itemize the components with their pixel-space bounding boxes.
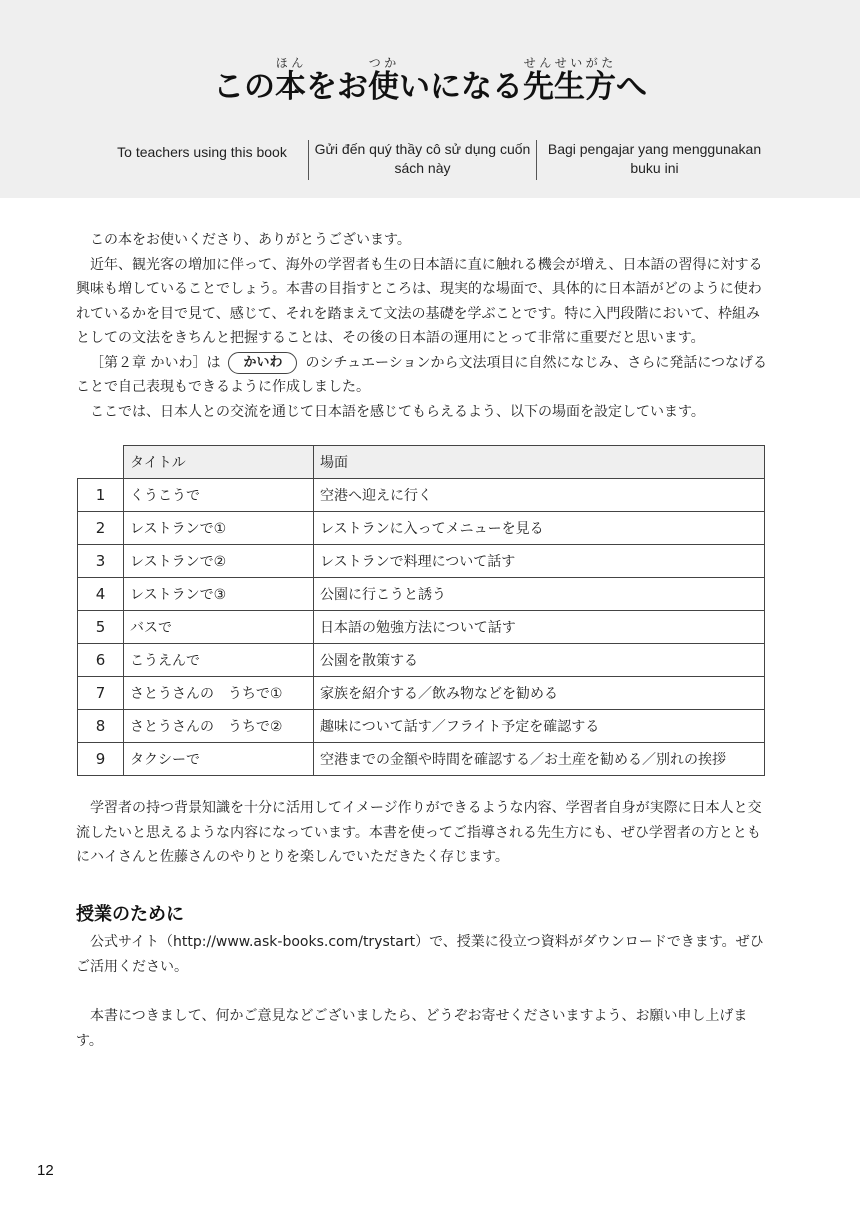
row-number: 9 [78, 743, 124, 776]
table-row [78, 710, 765, 743]
table-row [78, 743, 765, 776]
row-title: レストランで③ [124, 578, 314, 611]
table-row [78, 479, 765, 512]
closing-section [76, 1004, 768, 1053]
row-scene: 日本語の勉強方法について話す [314, 611, 765, 644]
header-title: タイトル [124, 446, 314, 479]
intro-paragraph-4: ここでは、日本人との交流を通じて日本語を感じてもらえるよう、以下の場面を設定しています。 [90, 403, 705, 420]
subtitle-vietnamese: Gửi đến quý thầy cô sử dụng cuốn sách này [308, 140, 536, 180]
page-number: 12 [37, 1162, 54, 1179]
row-scene: 家族を紹介する／飲み物などを勧める [314, 677, 765, 710]
intro-paragraph-2: 近年、観光客の増加に伴って、海外の学習者も生の日本語に直に触れる機会が増え、日本語の習得に対する興味も増していることでしょう。本書の目指すところは、現実的な場面で、具体的に日本語がどのように使われているかを目で見て、感じて、それを踏まえて文法の基礎を学ぶことです。特に入門段階において、枠組みとしての文法をきちんと把握することは、その後の日本語の運用にとって非常に重要だと思います。 [76, 256, 763, 346]
row-title: レストランで① [124, 512, 314, 545]
intro-section [76, 228, 768, 424]
intro-paragraph-3: ［第２章 かいわ］は かいわ のシチュエーションから文法項目に自然になじみ、さらに発話につなげることで自己表現もできるように作成しました。 [76, 351, 768, 400]
row-title: こうえんで [124, 644, 314, 677]
header-scene: 場面 [314, 446, 765, 479]
subtitle-indonesian: Bagi pengajar yang menggunakan buku ini [536, 140, 772, 180]
row-title: バスで [124, 611, 314, 644]
table-row [78, 644, 765, 677]
row-title: くうこうで [124, 479, 314, 512]
row-scene: 公園を散策する [314, 644, 765, 677]
table-row [78, 512, 765, 545]
lesson-heading: 授業のために [76, 904, 184, 925]
row-scene: 趣味について話す／フライト予定を確認する [314, 710, 765, 743]
row-title: レストランで② [124, 545, 314, 578]
after-table-section [76, 796, 768, 870]
row-scene: 空港へ迎えに行く [314, 479, 765, 512]
table-row [78, 545, 765, 578]
kaiwa-badge: かいわ [228, 352, 297, 374]
intro-paragraph-1: この本をお使いくださり、ありがとうございます。 [90, 232, 411, 248]
row-scene: 空港までの金額や時間を確認する／お土産を勧める／別れの挨拶 [314, 743, 765, 776]
table-row [78, 578, 765, 611]
header-band [0, 0, 860, 198]
subtitle-english: To teachers using this book [117, 144, 287, 160]
row-scene: レストランで料理について話す [314, 545, 765, 578]
row-number: 1 [78, 479, 124, 512]
table-row [78, 677, 765, 710]
row-number: 2 [78, 512, 124, 545]
lesson-section [76, 930, 768, 979]
table-header-row [78, 446, 765, 479]
after-table-paragraph: 学習者の持つ背景知識を十分に活用してイメージ作りができるような内容、学習者自身が実際に日本人と交流したいと思えるような内容になっています。本書を使ってご指導される先生方にも、ぜひ学習者の方とともにハイさんと佐藤さんのやりとりを楽しんでいただきたく存じます。 [76, 800, 762, 865]
row-scene: 公園に行こうと誘う [314, 578, 765, 611]
row-title: さとうさんの うちで② [124, 710, 314, 743]
row-number: 4 [78, 578, 124, 611]
row-title: タクシーで [124, 743, 314, 776]
page-title: この本ほんをお使つかいになる先生方せんせいがたへ [213, 56, 647, 105]
row-number: 3 [78, 545, 124, 578]
table-row [78, 611, 765, 644]
row-scene: レストランに入ってメニューを見る [314, 512, 765, 545]
lesson-paragraph: 公式サイト（http://www.ask-books.com/trystart）で、授業に役立つ資料がダウンロードできます。ぜひご活用ください。 [76, 934, 764, 975]
row-title: さとうさんの うちで① [124, 677, 314, 710]
closing-paragraph: 本書につきまして、何かご意見などございましたら、どうぞお寄せくださいますよう、お願い申し上げます。 [76, 1008, 748, 1049]
header-blank-cell [78, 446, 124, 479]
scene-table [77, 445, 765, 776]
translated-subtitles [96, 140, 772, 180]
row-number: 5 [78, 611, 124, 644]
row-number: 6 [78, 644, 124, 677]
row-number: 7 [78, 677, 124, 710]
row-number: 8 [78, 710, 124, 743]
